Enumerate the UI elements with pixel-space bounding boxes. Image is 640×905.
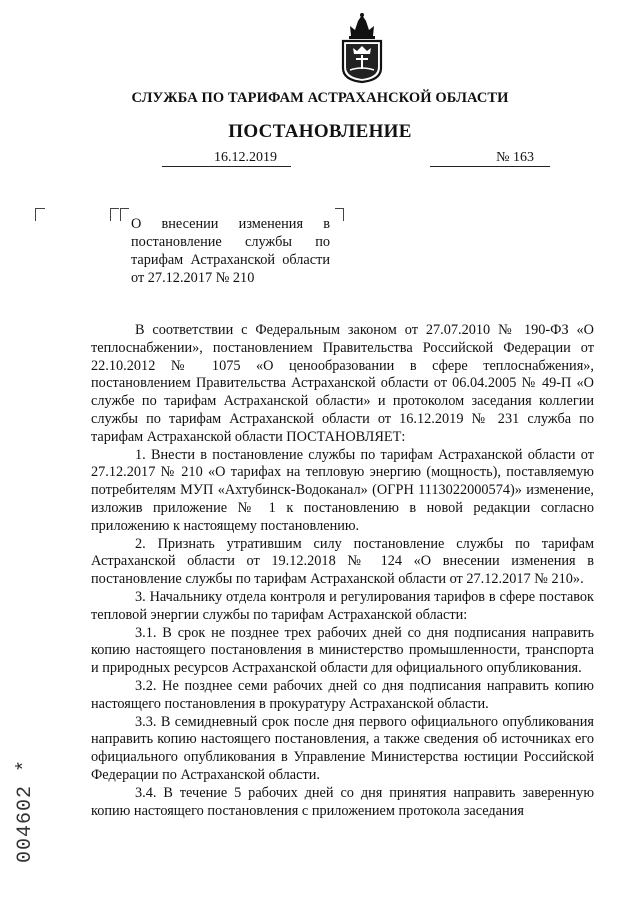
left-corner-mark (35, 208, 45, 221)
paragraph-2: 2. Признать утратившим силу постановление службы по тарифам Астраханской области от 19.12.2018 № 124 «О внесении изменения в постановление службы по тарифам Астраханской области от 27.12.2017 № 210». (91, 535, 594, 588)
preamble-paragraph: В соответствии с Федеральным законом от 27.07.2010 № 190-ФЗ «О теплоснабжении», постановлением Правительства Российской Федерации от 22.10.2012 № 1075 «О ценообразовании в сфере теплоснабжения», постановлением Правительства Астраханской области от 06.04.2005 № 49-П «О службе по тарифам Астраханской области» и протоколом заседания коллегии службы по тарифам Астраханской области от 16.12.2019 № 231 служба по тарифам Астраханской области ПОСТАНОВЛЯЕТ: (91, 322, 594, 445)
document-subject: О внесении изменения в постановление службы по тарифам Астраханской области от 27.12.2017 № 210 (131, 216, 330, 286)
document-type-title: ПОСТАНОВЛЕНИЕ (228, 121, 412, 142)
subject-open-bracket (110, 208, 119, 221)
paragraph-3-2: 3.2. Не позднее семи рабочих дней со дня подписания направить копию настоящего постановления в прокуратуру Астраханской области. (91, 677, 594, 712)
subject-close-bracket (335, 208, 344, 221)
document-body (91, 322, 594, 820)
subject-open-bracket-inner (120, 208, 129, 221)
date-value: 16.12.2019 (214, 150, 277, 165)
coat-of-arms-emblem (337, 12, 387, 84)
agency-name: СЛУЖБА ПО ТАРИФАМ АСТРАХАНСКОЙ ОБЛАСТИ (131, 90, 509, 106)
paragraph-3-1: 3.1. В срок не позднее трех рабочих дней со дня подписания направить копию настоящего постановления в министерство промышленности, транспорта и природных ресурсов Астраханской области для официального опубликования. (91, 624, 594, 677)
paragraph-1: 1. Внести в постановление службы по тарифам Астраханской области от 27.12.2017 № 210 «О тарифах на тепловую энергию (мощность), поставляемую потребителям МУП «Ахтубинск-Водоканал» (ОГРН 1113022000574)» изменение, изложив приложение № 1 к постановлению в новой редакции согласно приложению к настоящему постановлению. (91, 446, 594, 534)
paragraph-3-3: 3.3. В семидневный срок после дня первого официального опубликования направить копию настоящего постановления, а также сведения об источниках его официального опубликования в Управление Министерства юстиции Российской Федерации по Астраханской области. (91, 713, 594, 783)
paragraph-3-4: 3.4. В течение 5 рабочих дней со дня принятия направить заверенную копию настоящего постановления с приложением протокола заседания (91, 784, 594, 819)
date-field (162, 150, 291, 167)
serial-number-text: 004602 * (14, 758, 37, 863)
document-number-field (430, 150, 550, 167)
paragraph-3: 3. Начальнику отдела контроля и регулирования тарифов в сфере поставок тепловой энергии службы по тарифам Астраханской области: (91, 588, 594, 623)
document-number-value: № 163 (496, 150, 534, 165)
form-serial-number (8, 745, 40, 865)
